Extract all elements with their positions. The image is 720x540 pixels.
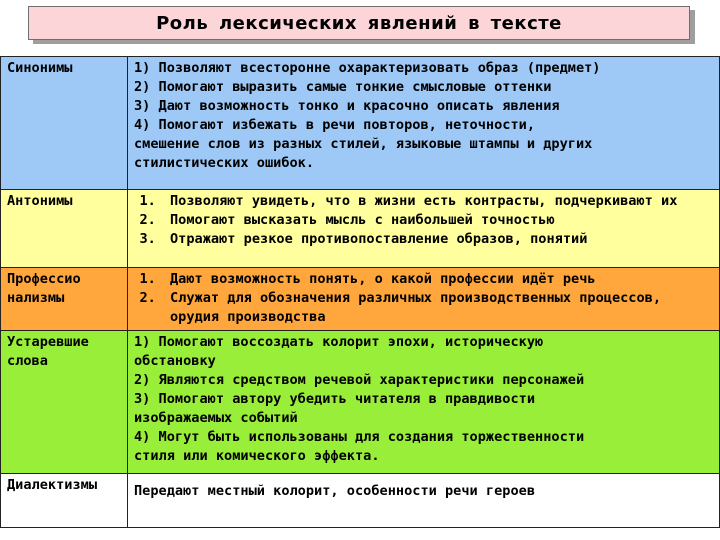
description-line: 1) Помогают воссоздать колорит эпохи, историческую <box>134 334 544 350</box>
list-item: 1. Дают возможность понять, о какой профессии идёт речь <box>164 270 715 289</box>
term-cell: Синонимы <box>1 57 128 190</box>
term-cell <box>1 331 128 474</box>
description-cell <box>128 331 720 474</box>
description-list <box>134 270 715 327</box>
list-item: 3. Отражают резкое противопоставление образов, понятий <box>164 230 715 249</box>
table-row-antonyms <box>1 190 720 268</box>
description-line: 2) Являются средством речевой характеристики персонажей <box>134 372 585 388</box>
lexical-phenomena-table <box>0 56 720 528</box>
term-line: Устаревшие <box>7 334 89 350</box>
list-item: 2. Помогают высказать мысль с наибольшей точностью <box>164 211 715 230</box>
description-list <box>134 192 715 249</box>
description-line: стилистических ошибок. <box>134 155 315 171</box>
description-cell <box>128 190 720 268</box>
term-cell: Диалектизмы <box>1 474 128 528</box>
term-cell <box>1 268 128 331</box>
list-item: 1. Позволяют увидеть, что в жизни есть контрасты, подчеркивают их <box>164 192 715 211</box>
table-row-professionalisms <box>1 268 720 331</box>
description-line: 2) Помогают выразить самые тонкие смысловые оттенки <box>134 79 552 95</box>
description-line: смешение слов из разных стилей, языковые штампы и других <box>134 136 593 152</box>
page-title: Роль лексических явлений в тексте <box>156 12 562 34</box>
description-line: стиля или комического эффекта. <box>134 448 380 464</box>
description-line: 3) Дают возможность тонко и красочно описать явления <box>134 98 560 114</box>
term-line: слова <box>7 353 48 369</box>
description-cell <box>128 268 720 331</box>
table-row-archaisms <box>1 331 720 474</box>
description-line: обстановку <box>134 353 216 369</box>
description-line: 4) Помогают избежать в речи повторов, неточности, <box>134 117 536 133</box>
term-line: нализмы <box>7 290 65 306</box>
table-row-dialectisms <box>1 474 720 528</box>
description-line: 1) Позволяют всесторонне охарактеризовать образ (предмет) <box>134 60 601 76</box>
description-cell <box>128 57 720 190</box>
list-item: 2. Служат для обозначения различных производственных процессов, орудия производства <box>164 289 715 327</box>
table-row-synonyms <box>1 57 720 190</box>
description-line: 4) Могут быть использованы для создания торжественности <box>134 429 585 445</box>
description-line: изображаемых событий <box>134 410 298 426</box>
description-line: 3) Помогают автору убедить читателя в правдивости <box>134 391 536 407</box>
term-cell: Антонимы <box>1 190 128 268</box>
description-cell: Передают местный колорит, особенности речи героев <box>128 474 720 528</box>
title-box <box>28 6 690 40</box>
term-line: Профессио <box>7 271 81 287</box>
